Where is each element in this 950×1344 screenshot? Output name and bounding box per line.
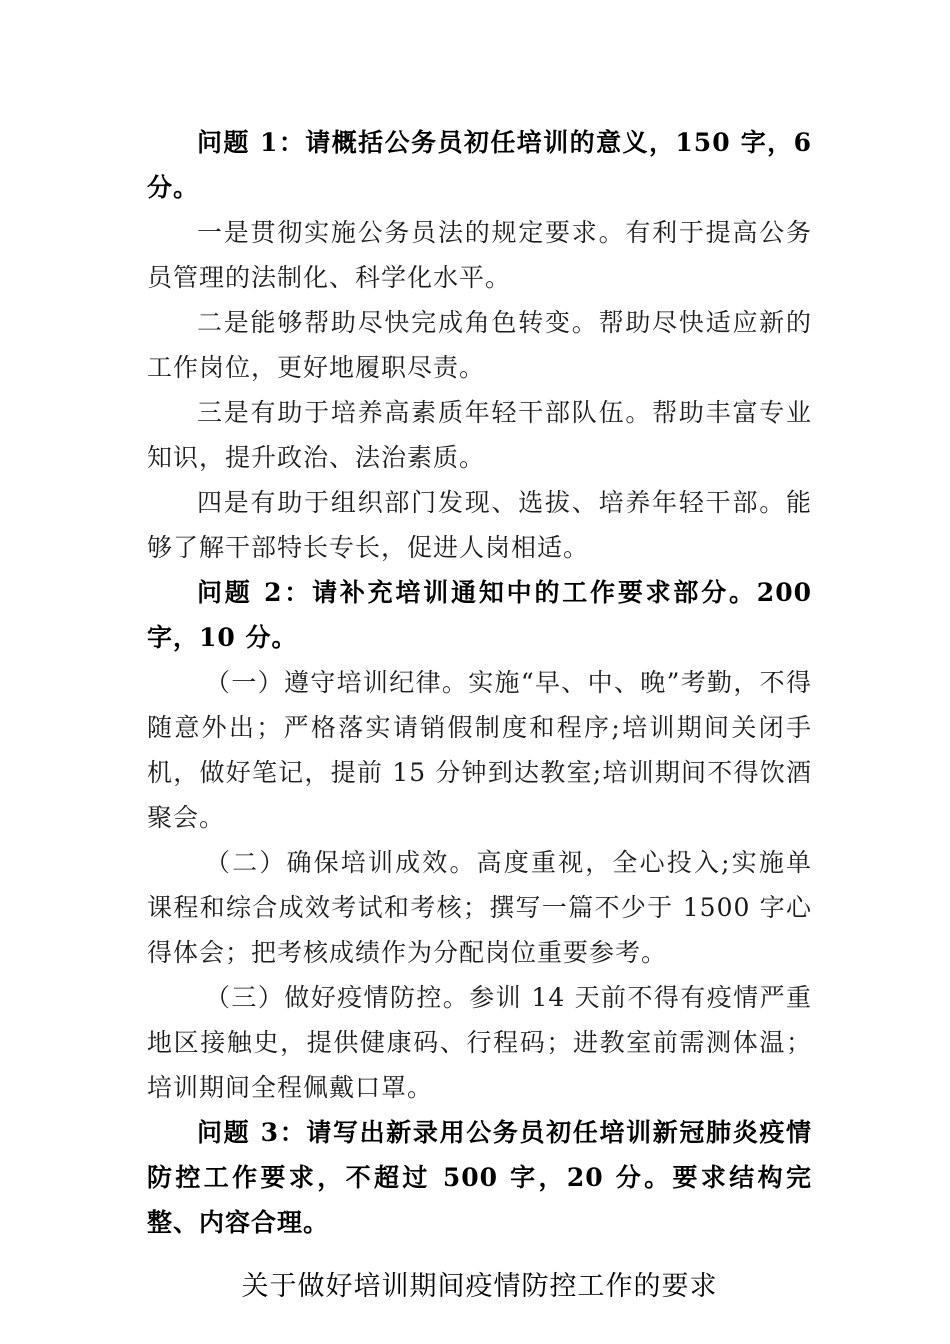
question-2-answer-2: （二）确保培训成效。高度重视，全心投入;实施单课程和综合成效考试和考核；撰写一篇不少于 1500 字心得体会；把考核成绩作为分配岗位重要参考。: [147, 848, 812, 967]
question-3-title: 问题 3：请写出新录用公务员初任培训新冠肺炎疫情防控工作要求，不超过 500 字，20 分。要求结构完整、内容合理。: [147, 1118, 812, 1237]
question-1-answer-4: 四是有助于组织部门发现、选拔、培养年轻干部。能够了解干部特长专长，促进人岗相适。: [147, 488, 812, 562]
question-2-title: 问题 2：请补充培训通知中的工作要求部分。200 字，10 分。: [147, 578, 812, 652]
question-2-answer-3: （三）做好疫情防控。参训 14 天前不得有疫情严重地区接触史，提供健康码、行程码；进教室前需测体温；培训期间全程佩戴口罩。: [147, 983, 812, 1102]
question-1-answer-2: 二是能够帮助尽快完成角色转变。帮助尽快适应新的工作岗位，更好地履职尽责。: [147, 308, 812, 382]
question-1-answer-3: 三是有助于培养高素质年轻干部队伍。帮助丰富专业知识，提升政治、法治素质。: [147, 398, 812, 472]
question-1-answer-1: 一是贯彻实施公务员法的规定要求。有利于提高公务员管理的法制化、科学化水平。: [147, 218, 812, 292]
question-2-answer-1: （一）遵守培训纪律。实施“早、中、晚”考勤，不得随意外出；严格落实请销假制度和程序;培训期间关闭手机，做好笔记，提前 15 分钟到达教室;培训期间不得饮酒聚会。: [147, 668, 812, 832]
question-1-title: 问题 1：请概括公务员初任培训的意义，150 字，6 分。: [147, 128, 812, 202]
document-page: [147, 120, 812, 1315]
section-heading: 关于做好培训期间疫情防控工作的要求: [241, 1271, 718, 1302]
